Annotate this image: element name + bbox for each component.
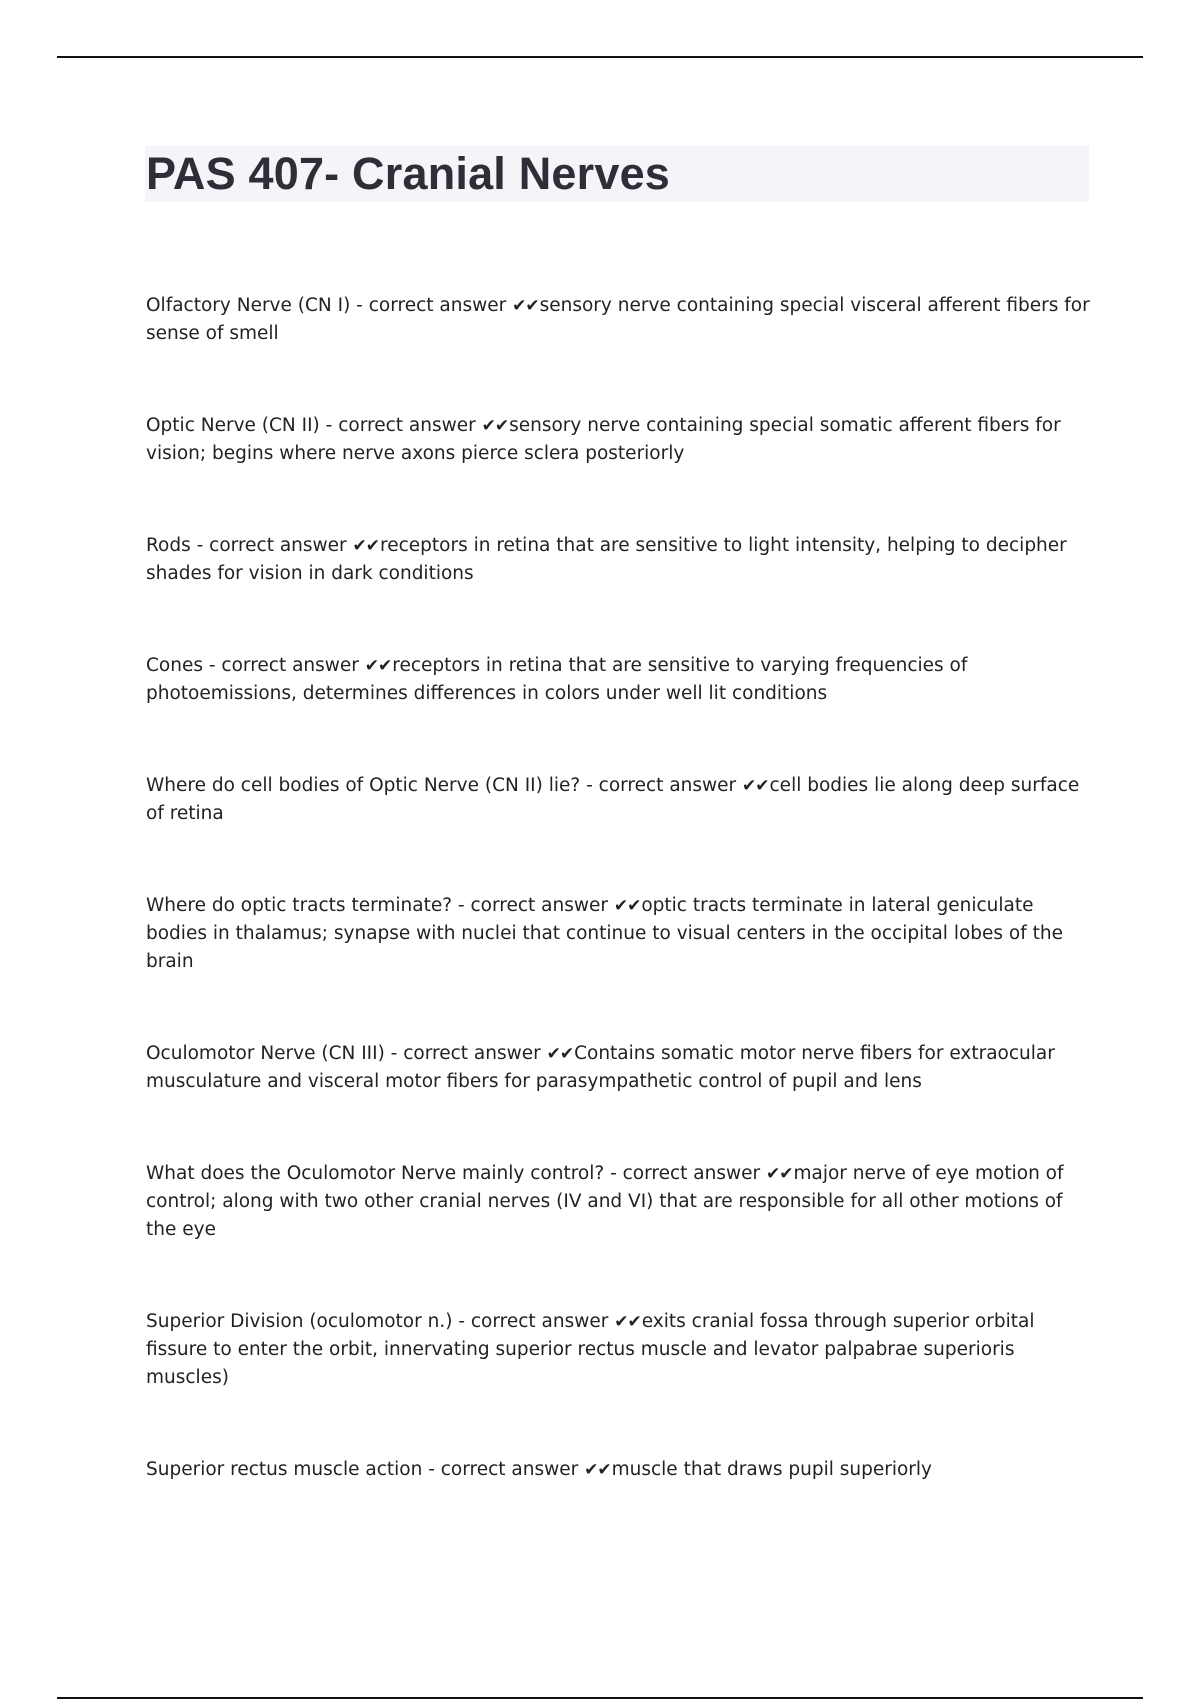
entry-term: Where do optic tracts terminate?	[146, 895, 453, 916]
flashcard-entry	[146, 1456, 1091, 1484]
entry-answer: cell bodies lie along deep surface of retina	[146, 775, 1080, 824]
double-check-icon: ✔✔	[613, 896, 641, 916]
entry-separator: - correct answer	[190, 535, 353, 556]
flashcard-entry	[146, 892, 1091, 976]
flashcard-entry	[146, 1040, 1091, 1096]
page-title: PAS 407- Cranial Nerves	[146, 148, 671, 199]
flashcard-list	[146, 292, 1091, 1484]
entry-answer: sensory nerve containing special visceral afferent fibers for sense of smell	[146, 295, 1090, 344]
entry-separator: - correct answer	[604, 1163, 766, 1184]
entry-separator: - correct answer	[350, 295, 513, 316]
entry-answer: muscle that draws pupil superiorly	[611, 1459, 932, 1480]
flashcard-entry	[146, 412, 1091, 468]
entry-term: Superior Division (oculomotor n.)	[146, 1311, 453, 1332]
top-rule	[57, 56, 1143, 58]
double-check-icon: ✔✔	[614, 1312, 641, 1332]
entry-answer: major nerve of eye motion of control; along with two other cranial nerves (IV and VI) that are responsible for all other motions of the eye	[146, 1163, 1064, 1240]
entry-term: What does the Oculomotor Nerve mainly control?	[146, 1163, 605, 1184]
entry-answer: sensory nerve containing special somatic afferent fibers for vision; begins where nerve axons pierce sclera posteriorly	[146, 415, 1061, 464]
entry-separator: - correct answer	[319, 415, 482, 436]
flashcard-entry	[146, 292, 1091, 348]
entry-separator: - correct answer	[422, 1459, 585, 1480]
entry-separator: - correct answer	[452, 1311, 615, 1332]
entry-separator: - correct answer	[384, 1043, 547, 1064]
entry-answer: receptors in retina that are sensitive to varying frequencies of photoemissions, determines differences in colors under well lit conditions	[146, 655, 968, 704]
entry-answer: receptors in retina that are sensitive to light intensity, helping to decipher shades for vision in dark conditions	[146, 535, 1067, 584]
flashcard-entry	[146, 1308, 1091, 1392]
entry-answer: optic tracts terminate in lateral geniculate bodies in thalamus; synapse with nuclei that continue to visual centers in the occipital lobes of the brain	[146, 895, 1063, 972]
entry-answer: exits cranial fossa through superior orbital fissure to enter the orbit, innervating superior rectus muscle and levator palpabrae superioris muscles)	[146, 1311, 1035, 1388]
entry-term: Cones	[146, 655, 203, 676]
entry-separator: - correct answer	[580, 775, 743, 796]
entry-term: Optic Nerve (CN II)	[146, 415, 320, 436]
entry-term: Superior rectus muscle action	[146, 1459, 423, 1480]
double-check-icon: ✔✔	[546, 1044, 574, 1064]
double-check-icon: ✔✔	[765, 1164, 793, 1184]
entry-separator: - correct answer	[452, 895, 614, 916]
entry-term: Rods	[146, 535, 191, 556]
entry-answer: Contains somatic motor nerve fibers for extraocular musculature and visceral motor fibers for parasympathetic control of pupil and lens	[146, 1043, 1055, 1092]
flashcard-entry	[146, 772, 1091, 828]
double-check-icon: ✔✔	[481, 416, 509, 436]
entry-term: Where do cell bodies of Optic Nerve (CN II) lie?	[146, 775, 581, 796]
double-check-icon: ✔✔	[512, 296, 539, 316]
flashcard-entry	[146, 532, 1091, 588]
double-check-icon: ✔✔	[584, 1460, 611, 1480]
double-check-icon: ✔✔	[352, 536, 380, 556]
entry-term: Olfactory Nerve (CN I)	[146, 295, 351, 316]
entry-term: Oculomotor Nerve (CN III)	[146, 1043, 385, 1064]
double-check-icon: ✔✔	[364, 656, 392, 676]
bottom-rule	[57, 1697, 1143, 1699]
flashcard-entry	[146, 1160, 1091, 1244]
flashcard-entry	[146, 652, 1091, 708]
double-check-icon: ✔✔	[742, 776, 769, 796]
entry-separator: - correct answer	[202, 655, 365, 676]
